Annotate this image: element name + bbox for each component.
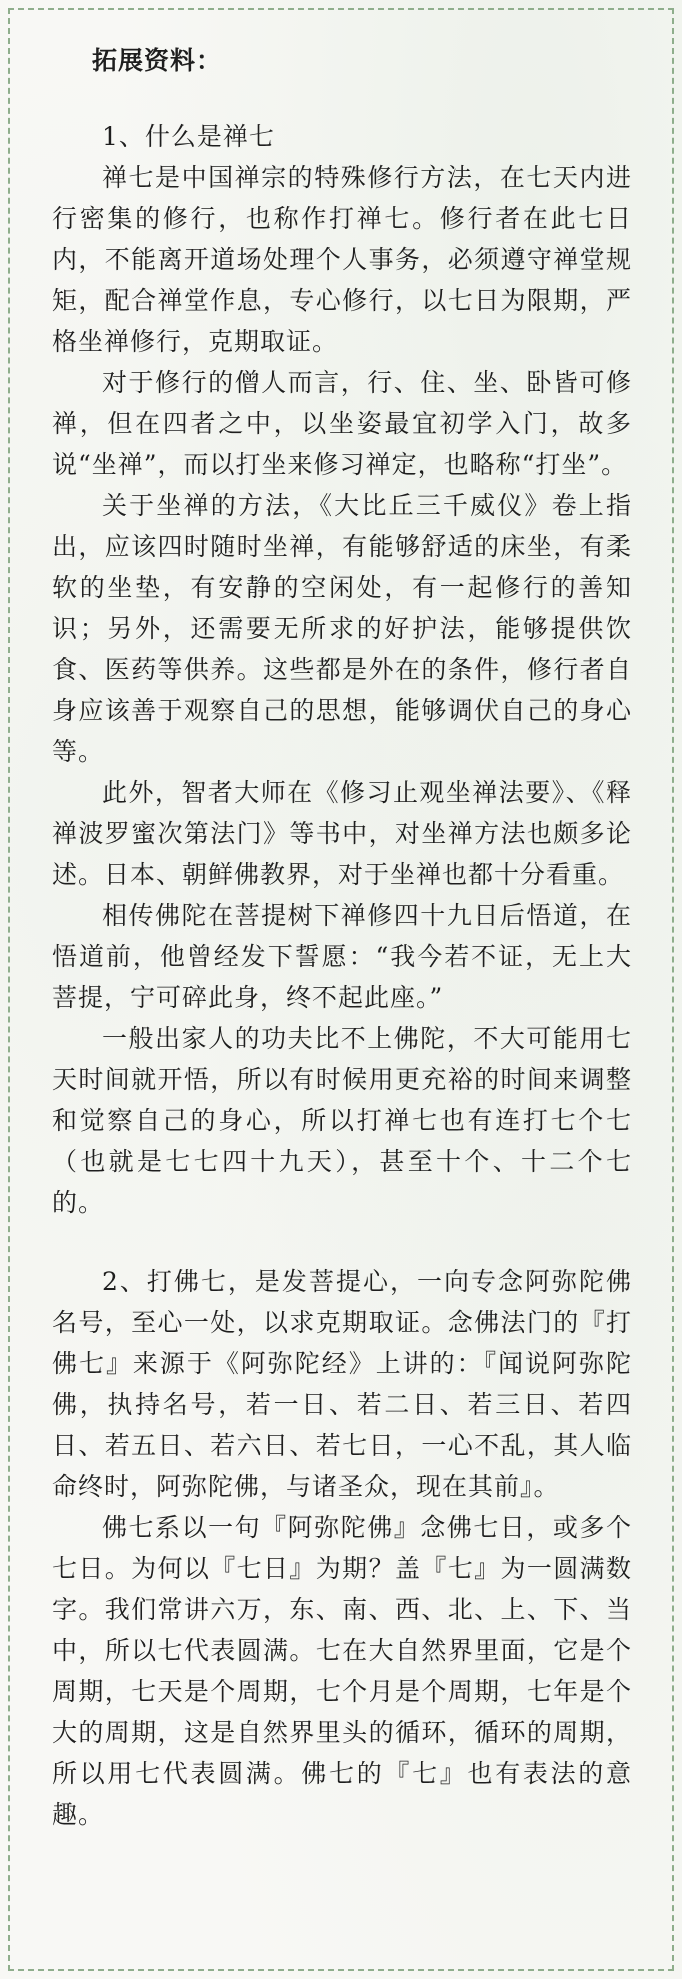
paragraph-meditation-method: 关于坐禅的方法，《大比丘三千威仪》卷上指出，应该四时随时坐禅，有能够舒适的床坐，有柔软的坐垫，有安静的空闲处，有一起修行的善知识；另外，还需要无所求的好护法，能够提供饮食、医药等供养。这些都是外在的条件，修行者自身应该善于观察自己的思想，能够调伏自己的身心等。 bbox=[52, 491, 632, 766]
paragraph-2-fo7: 2、打佛七，是发菩提心，一向专念阿弥陀佛名号，至心一处，以求克期取证。念佛法门的『打佛七』来源于《阿弥陀经》上讲的：『闻说阿弥陀佛，执持名号，若一日、若二日、若三日、若四日、若五日、若六日、若七日，一心不乱，其人临命终时，阿弥陀佛，与诸圣众，现在其前』。 bbox=[52, 1267, 632, 1501]
paragraph-zhiyi-works: 此外，智者大师在《修习止观坐禅法要》、《释禅波罗蜜次第法门》等书中，对坐禅方法也颇多论述。日本、朝鲜佛教界，对于坐禅也都十分看重。 bbox=[52, 778, 632, 889]
paragraph-1-title: 1、什么是禅七 bbox=[102, 122, 275, 151]
paragraph-seven-meaning: 佛七系以一句『阿弥陀佛』念佛七日，或多个七日。为何以『七日』为期？盖『七』为一圆满数字。我们常讲六万，东、南、西、北、上、下、当中，所以七代表圆满。七在大自然界里面，它是个周期，七天是个周期，七个月是个周期，七年是个大的周期，这是自然界里头的循环，循环的周期，所以用七代表圆满。佛七的『七』也有表法的意趣。 bbox=[52, 1513, 632, 1829]
section-heading: 拓展资料： bbox=[92, 46, 223, 75]
paragraph-chan7-definition: 禅七是中国禅宗的特殊修行方法，在七天内进行密集的修行，也称作打禅七。修行者在此七日内，不能离开道场处理个人事务，必须遵守禅堂规矩，配合禅堂作息，专心修行，以七日为限期，严格坐禅修行，克期取证。 bbox=[52, 163, 632, 356]
paragraph-buddha-vow: 相传佛陀在菩提树下禅修四十九日后悟道，在悟道前，他曾经发下誓愿：“我今若不证，无上大菩提，宁可碎此身，终不起此座。” bbox=[52, 901, 632, 1012]
paragraph-sitting-meditation: 对于修行的僧人而言，行、住、坐、卧皆可修禅，但在四者之中，以坐姿最宜初学入门，故多说“坐禅”，而以打坐来修习禅定，也略称“打坐”。 bbox=[52, 368, 632, 479]
article-body bbox=[52, 116, 632, 1835]
paragraph-multiple-sevens: 一般出家人的功夫比不上佛陀，不大可能用七天时间就开悟，所以有时候用更充裕的时间来调整和觉察自己的身心，所以打禅七也有连打七个七（也就是七七四十九天），甚至十个、十二个七的。 bbox=[52, 1024, 632, 1217]
